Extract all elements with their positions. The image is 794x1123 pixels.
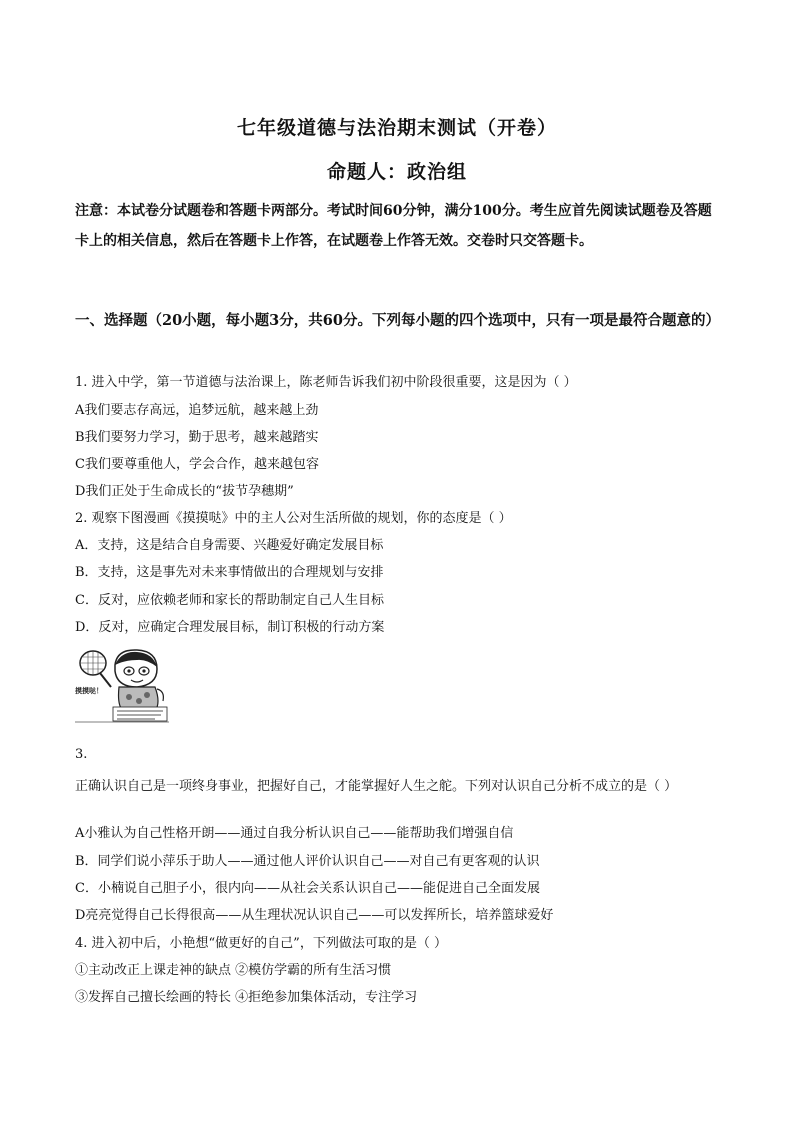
question-2-stem: 2. 观察下图漫画《摸摸哒》中的主人公对生活所做的规划，你的态度是（ ）	[75, 511, 512, 526]
question-3-option-b: B．同学们说小萍乐于助人——通过他人评价认识自己——对自己有更客观的认识	[75, 854, 540, 869]
cartoon-caption: 摸摸哒！	[75, 687, 103, 695]
question-2-option-c: C．反对，应依赖老师和家长的帮助制定自己人生目标	[75, 593, 384, 608]
question-3-number: 3.	[75, 747, 88, 762]
question-4-stem: 4. 进入初中后，小艳想“做更好的自己”，下列做法可取的是（ ）	[75, 936, 447, 951]
question-3-option-d: D亮亮觉得自己长得很高——从生理状况认识自己——可以发挥所长，培养篮球爱好	[75, 908, 554, 923]
question-1-option-b: B我们要努力学习，勤于思考，越来越踏实	[75, 430, 319, 445]
exam-author: 命题人：政治组	[326, 161, 467, 183]
question-1-stem: 1. 进入中学，第一节道德与法治课上，陈老师告诉我们初中阶段很重要，这是因为（ ）	[75, 375, 577, 390]
section-heading: 一、选择题（20小题，每小题3分，共60分。下列每小题的四个选项中，只有一项是最符合题意的）	[75, 312, 720, 329]
question-4-choices-line-2: ③发挥自己擅长绘画的特长 ④拒绝参加集体活动，专注学习	[75, 990, 418, 1005]
exam-title: 七年级道德与法治期末测试（开卷）	[236, 117, 557, 139]
question-3-stem: 正确认识自己是一项终身事业，把握好自己，才能掌握好人生之舵。下列对认识自己分析不成立的是（ ）	[75, 779, 678, 794]
question-1-option-d: D我们正处于生命成长的“拔节孕穗期”	[75, 484, 294, 499]
cartoon-image	[73, 645, 171, 723]
question-2-option-a: A．支持，这是结合自身需要、兴趣爱好确定发展目标	[75, 538, 384, 553]
question-1-option-c: C我们要尊重他人，学会合作，越来越包容	[75, 457, 319, 472]
question-4-choices-line-1: ①主动改正上课走神的缺点 ②模仿学霸的所有生活习惯	[75, 963, 392, 978]
question-2-option-b: B．支持，这是事先对未来事情做出的合理规划与安排	[75, 565, 384, 580]
question-2-option-d: D．反对，应确定合理发展目标，制订积极的行动方案	[75, 620, 385, 635]
question-3-option-a: A小雅认为自己性格开朗——通过自我分析认识自己——能帮助我们增强自信	[75, 826, 514, 841]
question-1-option-a: A我们要志存高远，追梦远航，越来越上劲	[75, 403, 319, 418]
question-3-option-c: C．小楠说自己胆子小，很内向——从社会关系认识自己——能促进自己全面发展	[75, 881, 540, 896]
exam-notice: 注意：本试卷分试题卷和答题卡两部分。考试时间60分钟，满分100分。考生应首先阅读试题卷及答题卡上的相关信息，然后在答题卡上作答，在试题卷上作答无效。交卷时只交答题卡。	[75, 203, 712, 249]
